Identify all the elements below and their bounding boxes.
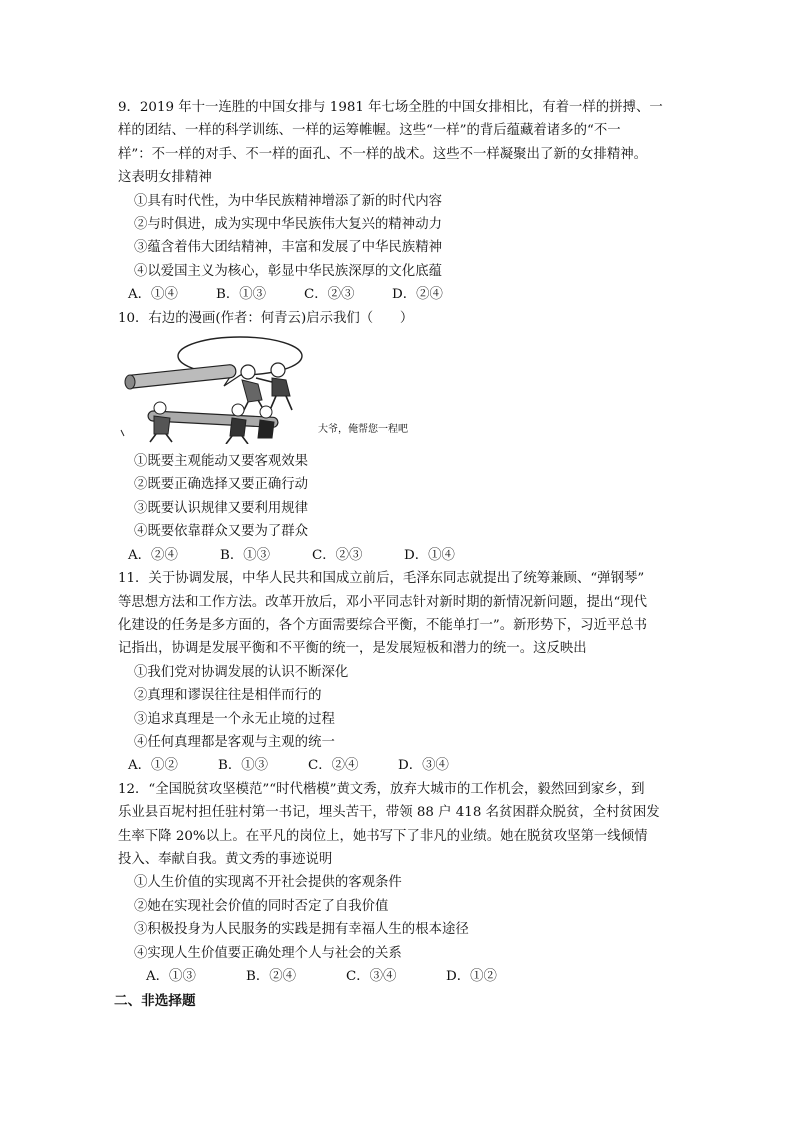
question-text-line: 记指出，协调是发展平衡和不平衡的统一，是发展短板和潜力的统一。这反映出 [118, 641, 587, 657]
question-text-line: 12．“全国脱贫攻坚模范”“时代楷模”黄文秀，放弃大城市的工作机会，毅然回到家乡，到 [118, 781, 645, 797]
question-text-line: 10．右边的漫画(作者：何青云)启示我们（ ） [118, 310, 414, 326]
question-text-line: 投入、奉献自我。黄文秀的事迹说明 [118, 851, 333, 867]
choice-a: A．①③ [146, 969, 196, 984]
section-heading: 二、非选择题 [114, 993, 196, 1010]
choice-d: D．②④ [392, 287, 443, 303]
question-12 [118, 778, 683, 989]
question-text-line: 乐业县百坭村担任驻村第一书记，埋头苦干，带领 88 户 418 名贫困群众脱贫，全村贫困发 [118, 805, 660, 821]
option-statement: ③追求真理是一个永无止境的过程 [134, 711, 335, 727]
option-statement: ①既要主观能动又要客观效果 [134, 454, 309, 470]
question-text-line: 样的团结、一样的科学训练、一样的运筹帷幄。这些“一样”的背后蕴藏着诸多的“不一 [118, 123, 621, 139]
exam-page [114, 96, 683, 1014]
cartoon-caption: 大爷，俺帮您一程吧 [318, 424, 408, 436]
cartoon-illustration [120, 334, 420, 444]
answer-choices [118, 754, 683, 777]
question-text-line: 这表明女排精神 [118, 170, 212, 186]
question-11 [118, 567, 683, 778]
choice-b: B．①③ [218, 758, 269, 774]
option-statement: ②既要正确选择又要正确行动 [134, 477, 309, 493]
option-statement: ④实现人生价值要正确处理个人与社会的关系 [134, 945, 402, 961]
option-statement: ③蕴含着伟大团结精神，丰富和发展了中华民族精神 [134, 240, 442, 256]
choice-a: A．①④ [128, 287, 178, 303]
choice-c: C．②④ [308, 758, 359, 774]
question-text-line: 化建设的任务是多方面的，各个方面需要综合平衡，不能单打一”。新形势下，习近平总书 [118, 617, 648, 633]
option-statement: ②她在实现社会价值的同时否定了自我价值 [134, 898, 389, 914]
choice-c: C．③④ [346, 969, 397, 984]
answer-choices [118, 965, 683, 988]
option-statement: ①具有时代性，为中华民族精神增添了新的时代内容 [134, 193, 442, 209]
choice-d: D．③④ [398, 758, 449, 774]
choice-b: B．②④ [246, 969, 297, 984]
option-statement: ④任何真理都是客观与主观的统一 [134, 734, 335, 750]
choice-d: D．①④ [404, 547, 455, 563]
choice-b: B．①③ [220, 547, 271, 563]
option-statement: ③积极投身为人民服务的实践是拥有幸福人生的根本途径 [134, 922, 469, 938]
question-text-line: 样”：不一样的对手、不一样的面孔、不一样的战术。这些不一样凝聚出了新的女排精神。 [118, 146, 648, 162]
option-statement: ④既要依靠群众又要为了群众 [134, 524, 309, 540]
option-statement: ②与时俱进，成为实现中华民族伟大复兴的精神动力 [134, 217, 442, 233]
question-text-line: 9．2019 年十一连胜的中国女排与 1981 年七场全胜的中国女排相比，有着一样的拼搏、一 [118, 100, 663, 115]
option-statement: ④以爱国主义为核心，彰显中华民族深厚的文化底蕴 [134, 263, 442, 279]
option-statement: ①人生价值的实现离不开社会提供的客观条件 [134, 875, 402, 891]
question-10 [118, 307, 683, 567]
option-statement: ②真理和谬误往往是相伴而行的 [134, 688, 322, 704]
answer-choices [118, 283, 683, 306]
choice-c: C．②③ [312, 547, 363, 563]
choice-a: A．②④ [128, 547, 178, 563]
choice-d: D．①② [446, 969, 497, 984]
question-9 [118, 96, 683, 307]
choice-b: B．①③ [216, 287, 267, 303]
option-statement: ①我们党对协调发展的认识不断深化 [134, 664, 349, 680]
answer-choices [118, 544, 683, 567]
question-text-line: 生率下降 20%以上。在平凡的岗位上，她书写下了非凡的业绩。她在脱贫攻坚第一线倾情 [118, 828, 648, 844]
question-text-line: 11．关于协调发展，中华人民共和国成立前后，毛泽东同志就提出了统筹兼顾、“弹钢琴” [118, 571, 645, 587]
choice-c: C．②③ [304, 287, 355, 303]
option-statement: ③既要认识规律又要利用规律 [134, 500, 309, 516]
choice-a: A．①② [128, 758, 178, 774]
question-text-line: 等思想方法和工作方法。改革开放后，邓小平同志针对新时期的新情况新问题，提出“现代 [118, 594, 648, 610]
